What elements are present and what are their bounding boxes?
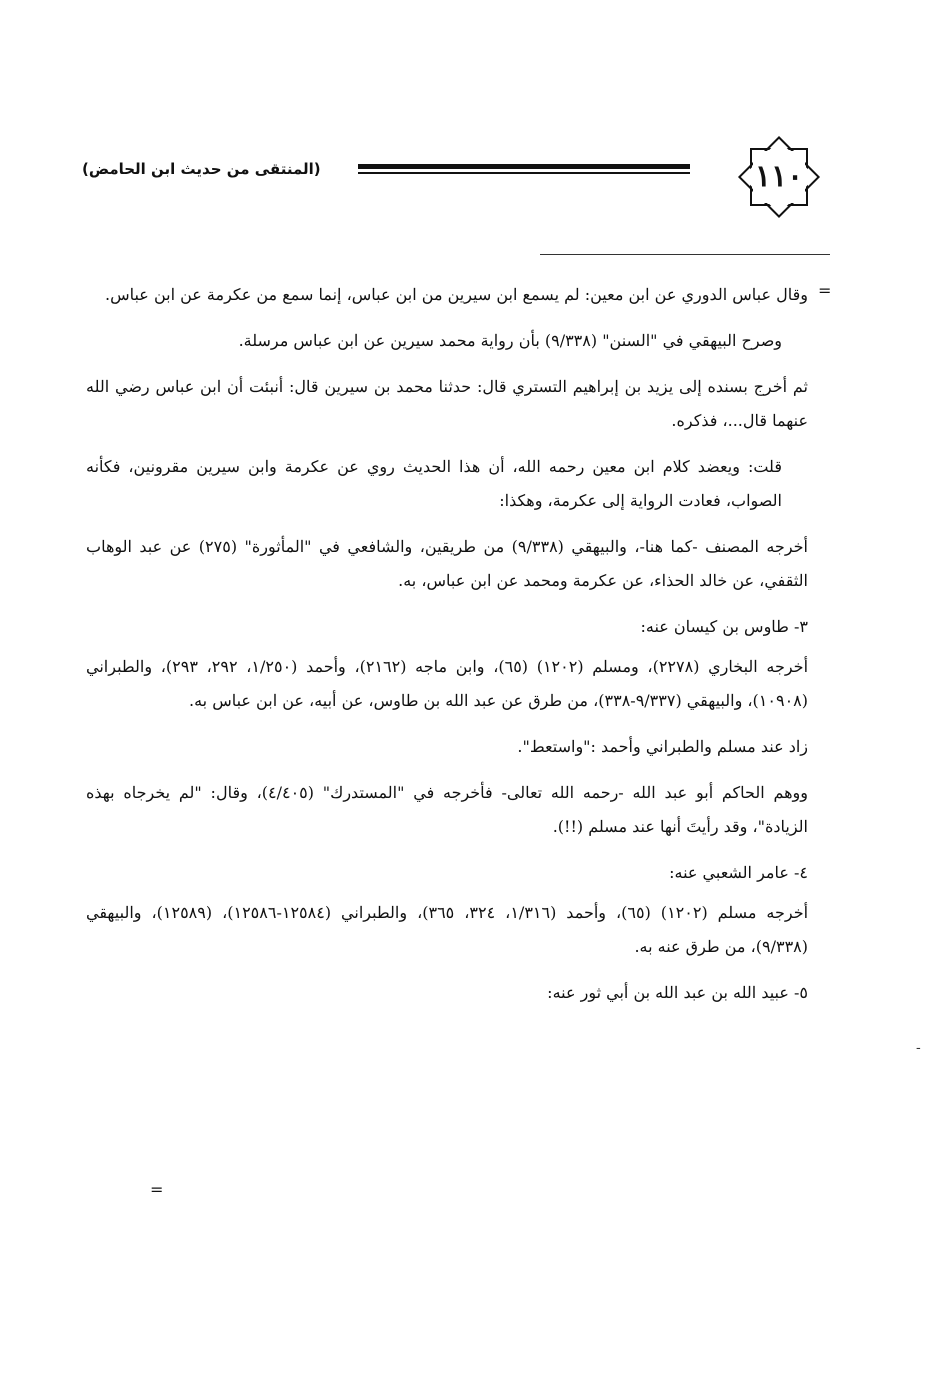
running-header-title: (المنتقى من حديث ابن الحامض) [82,160,321,178]
section-heading-4: ٤- عامر الشعبي عنه: [669,863,808,882]
header-rule-thick [358,164,690,169]
continuation-mark: = [818,281,832,300]
page-number: ١١٠ [754,159,804,194]
paragraph-2: وصرح البيهقي في "السنن" (٩/٣٣٨) بأن رواية محمد سيرين عن ابن عباس مرسلة. [238,331,782,350]
page-number-badge [733,131,825,223]
body-text [86,278,808,1016]
paragraph-5: أخرجه المصنف -كما هنا-، والبيهقي (٩/٣٣٨) من طريقين، والشافعي في "المأثورة" (٢٧٥) عن عبد الوهاب الثقفي، عن خالد الحذاء، عن عكرمة ومحمد عن ابن عباس، به. [86,537,808,590]
paragraph-3: ثم أخرج بسنده إلى يزيد بن إبراهيم التستري قال: حدثنا محمد بن سيرين قال: أنبئت أن ابن عباس رضي الله عنهما قال...، فذكره. [86,377,808,430]
section-heading-3: ٣- طاوس بن كيسان عنه: [640,617,808,636]
margin-mark-left: = [150,1180,164,1199]
margin-mark-right: - [916,1040,921,1056]
paragraph-8: ووهم الحاكم أبو عبد الله -رحمه الله تعالى- فأخرجه في "المستدرك" (٤/٤٠٥)، وقال: "لم يخرجاه بهذه الزيادة"، وقد رأيتَ أنها عند مسلم (!!). [86,783,809,836]
footnote-separator [540,254,830,255]
header-rule-thin [358,172,690,174]
paragraph-1: وقال عباس الدوري عن ابن معين: لم يسمع ابن سيرين من ابن عباس، إنما سمع من عكرمة عن ابن عباس. [104,285,808,304]
paragraph-6: أخرجه البخاري (٢٢٧٨)، ومسلم (١٢٠٢) (٦٥)، وابن ماجه (٢١٦٢)، وأحمد (١/٢٥٠، ٢٩٢، ٢٩٣)، والطبراني (١٠٩٠٨)، والبيهقي (٩/٣٣٧-٣٣٨)، من طرق عن عبد الله بن طاوس، عن أبيه، عن ابن عباس به. [86,657,809,710]
paragraph-9: أخرجه مسلم (١٢٠٢) (٦٥)، وأحمد (١/٣١٦، ٣٢٤، ٣٦٥)، والطبراني (١٢٥٨٤-١٢٥٨٦)، (١٢٥٨٩)، والبيهقي (٩/٣٣٨)، من طرق عنه به. [86,903,809,956]
section-heading-5: ٥- عبيد الله بن عبد الله بن أبي ثور عنه: [547,983,808,1002]
paragraph-7: زاد عند مسلم والطبراني وأحمد :"واستعط". [517,737,808,756]
paragraph-4: قلت: ويعضد كلام ابن معين رحمه الله، أن هذا الحديث روي عن عكرمة وابن سيرين مقرونين، فكأنه الصواب، فعادت الرواية إلى عكرمة، وهكذا: [86,457,782,510]
